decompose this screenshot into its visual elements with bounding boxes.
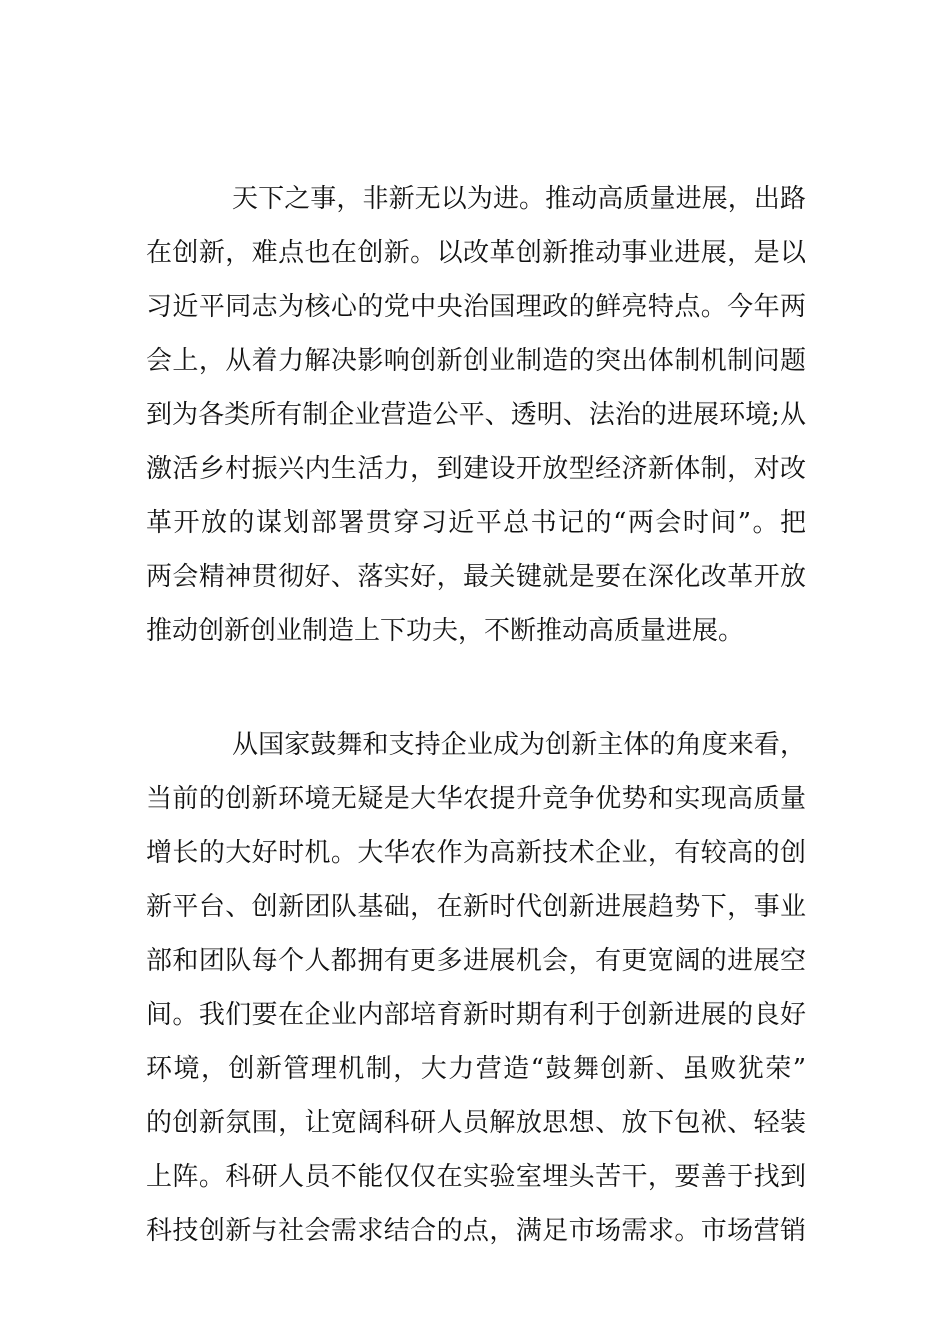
paragraph-line: 到为各类所有制企业营造公平、透明、法治的进展环境;从 bbox=[146, 400, 806, 430]
paragraph-line: 当前的创新环境无疑是大华农提升竞争优势和实现高质量 bbox=[146, 784, 806, 814]
paragraph-line: 在创新，难点也在创新。以改革创新推动事业进展，是以 bbox=[146, 238, 806, 268]
paragraph-line: 会上，从着力解决影响创新创业制造的突出体制机制问题 bbox=[146, 346, 806, 376]
paragraph-line: 天下之事，非新无以为进。推动高质量进展，出路 bbox=[232, 184, 806, 214]
paragraph-line: 推动创新创业制造上下功夫，不断推动高质量进展。 bbox=[146, 616, 745, 646]
paragraph-2 bbox=[146, 718, 806, 1258]
paragraph-line: 两会精神贯彻好、落实好，最关键就是要在深化改革开放 bbox=[146, 562, 806, 592]
paragraph-line: 激活乡村振兴内生活力，到建设开放型经济新体制，对改 bbox=[146, 454, 806, 484]
paragraph-line: 从国家鼓舞和支持企业成为创新主体的角度来看， bbox=[232, 730, 806, 760]
paragraph-line: 习近平同志为核心的党中央治国理政的鲜亮特点。今年两 bbox=[146, 292, 806, 322]
paragraph-line: 新平台、创新团队基础，在新时代创新进展趋势下，事业 bbox=[146, 892, 806, 922]
paragraph-line: 科技创新与社会需求结合的点，满足市场需求。市场营销 bbox=[146, 1216, 806, 1246]
paragraph-line: 革开放的谋划部署贯穿习近平总书记的“两会时间”。把 bbox=[146, 508, 806, 538]
paragraph-line: 上阵。科研人员不能仅仅在实验室埋头苦干，要善于找到 bbox=[146, 1162, 806, 1192]
paragraph-line: 间。我们要在企业内部培育新时期有利于创新进展的良好 bbox=[146, 1000, 806, 1030]
paragraph-line: 环境，创新管理机制，大力营造“鼓舞创新、虽败犹荣” bbox=[146, 1054, 806, 1084]
paragraph-line: 的创新氛围，让宽阔科研人员解放思想、放下包袱、轻装 bbox=[146, 1108, 806, 1138]
paragraph-line: 增长的大好时机。大华农作为高新技术企业，有较高的创 bbox=[146, 838, 806, 868]
paragraph-1 bbox=[146, 172, 806, 658]
paragraph-line: 部和团队每个人都拥有更多进展机会，有更宽阔的进展空 bbox=[146, 946, 806, 976]
